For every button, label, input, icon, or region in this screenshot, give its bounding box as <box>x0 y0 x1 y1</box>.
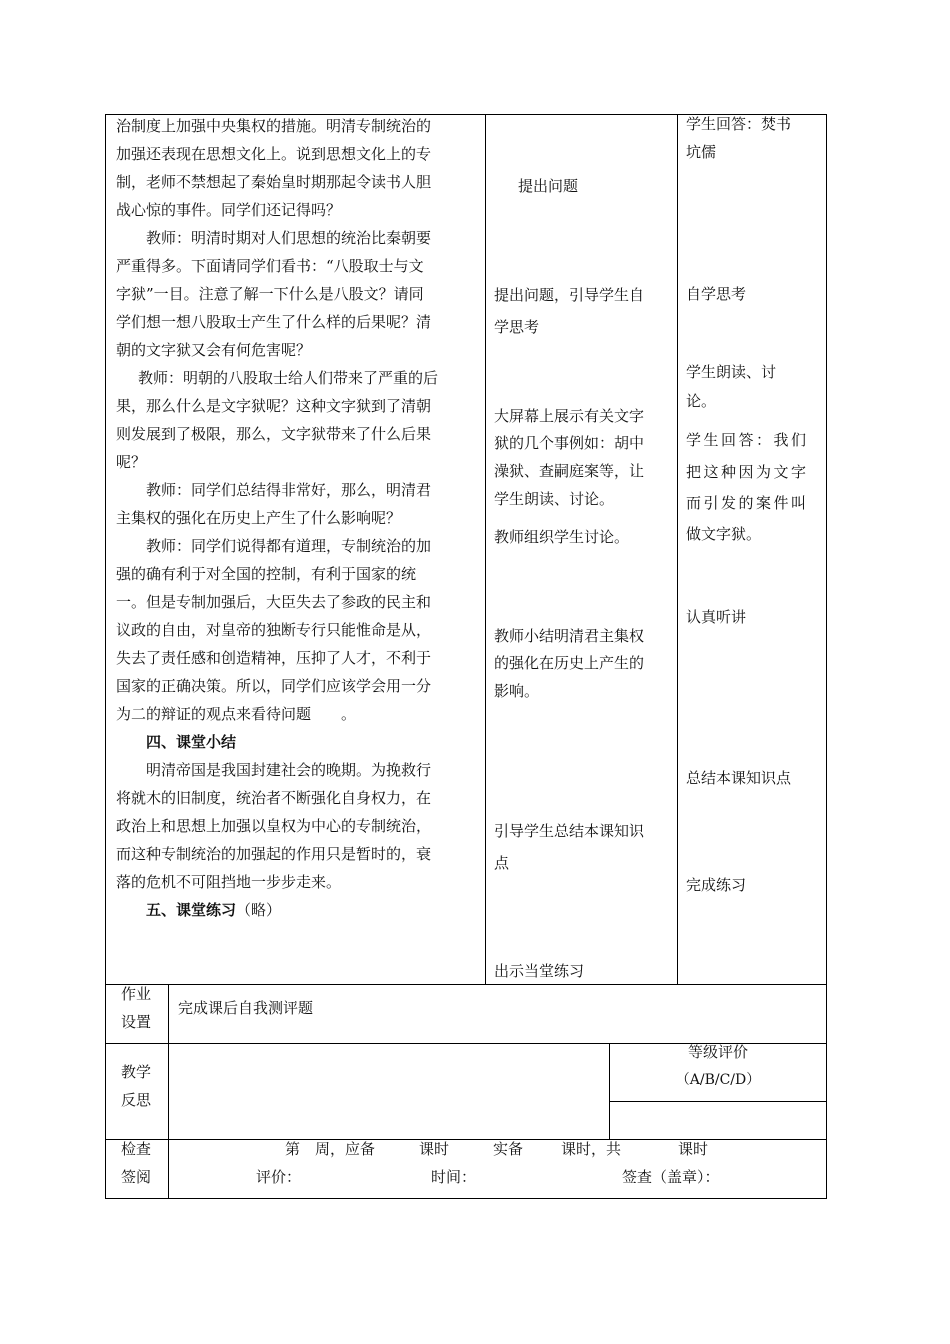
row-divider-homework <box>105 984 827 985</box>
student-activity-3a: 学生朗读、讨 <box>686 363 777 381</box>
homework-label-1: 作业 <box>121 985 152 1003</box>
teacher-activity-3a: 大屏幕上展示有关文字 <box>494 407 645 425</box>
process-line: 失去了责任感和创造精神，压抑了人才，不利于 <box>116 649 432 667</box>
teacher-activity-6b: 点 <box>494 854 510 872</box>
grade-cell-divider <box>609 1101 827 1102</box>
row-divider-check <box>105 1139 827 1140</box>
check-hours-1: 课时 <box>419 1140 450 1158</box>
process-line: 教师：明清时期对人们思想的统治比秦朝要 <box>146 229 432 247</box>
section-heading-summary: 四、课堂小结 <box>146 733 237 751</box>
check-hours-3: 课时 <box>678 1140 709 1158</box>
teacher-activity-1: 提出问题 <box>518 177 579 195</box>
check-evaluation: 评价： <box>256 1168 302 1186</box>
student-activity-4d: 做文字狱。 <box>686 525 762 543</box>
check-hours-2: 课时，共 <box>561 1140 622 1158</box>
lesson-process-text <box>116 112 476 924</box>
process-line: 主集权的强化在历史上产生了什么影响呢？ <box>116 509 402 527</box>
process-line: 加强还表现在思想文化上。说到思想文化上的专 <box>116 145 432 163</box>
process-line: 朝的文字狱又会有何危害呢？ <box>116 341 312 359</box>
grade-label: 等级评价 <box>687 1043 748 1061</box>
column-divider-2 <box>677 114 678 985</box>
teacher-activity-5a: 教师小结明清君主集权 <box>494 627 645 645</box>
process-line: 国家的正确决策。所以，同学们应该学会用一分 <box>116 677 432 695</box>
process-line: 明清帝国是我国封建社会的晚期。为挽救行 <box>146 761 432 779</box>
student-activity-7: 完成练习 <box>686 876 747 894</box>
student-activity-3b: 论。 <box>686 392 717 410</box>
check-signature: 签查（盖章）： <box>622 1168 720 1186</box>
process-line: 治制度上加强中央集权的措施。明清专制统治的 <box>116 117 432 135</box>
teacher-activity-3d: 学生朗读、讨论。 <box>494 490 615 508</box>
process-line: 落的危机不可阻挡地一步步走来。 <box>116 873 342 891</box>
student-activity-2: 自学思考 <box>686 285 747 303</box>
student-activity-6: 总结本课知识点 <box>686 769 792 787</box>
student-activity-5: 认真听讲 <box>686 608 747 626</box>
teacher-activity-6a: 引导学生总结本课知识 <box>494 822 645 840</box>
exercise-omitted-note: （略） <box>236 901 282 919</box>
process-line: 则发展到了极限，那么，文字狱带来了什么后果 <box>116 425 432 443</box>
student-activity-1b: 坑儒 <box>686 143 717 161</box>
column-divider-1 <box>485 114 486 985</box>
table-bottom-border <box>105 1198 827 1199</box>
teacher-activity-3b: 狱的几个事例如：胡中 <box>494 434 645 452</box>
process-line: 字狱”一目。注意了解一下什么是八股文？请同 <box>116 285 424 303</box>
teacher-activity-5c: 影响。 <box>494 682 540 700</box>
teacher-activity-2a: 提出问题，引导学生自 <box>494 286 645 304</box>
process-line: 战心惊的事件。同学们还记得吗？ <box>116 201 342 219</box>
process-line: 为二的辩证的观点来看待问题 。 <box>116 705 357 723</box>
check-time: 时间： <box>431 1168 477 1186</box>
student-activity-4a: 学生回答：我们 <box>686 431 809 449</box>
reflection-label-1: 教学 <box>121 1063 152 1081</box>
process-line: 议政的自由，对皇帝的独断专行只能惟命是从， <box>116 621 432 639</box>
process-line: 而这种专制统治的加强起的作用只是暂时的，衰 <box>116 845 432 863</box>
check-week: 第 周，应备 <box>285 1140 376 1158</box>
homework-label-2: 设置 <box>121 1013 152 1031</box>
reflection-label-2: 反思 <box>121 1091 152 1109</box>
table-left-border <box>105 114 106 1199</box>
section-heading-exercise-line <box>116 896 476 924</box>
process-line: 教师：明朝的八股取士给人们带来了严重的后 <box>138 369 439 387</box>
teacher-activity-5b: 的强化在历史上产生的 <box>494 654 645 672</box>
process-line: 果，那么什么是文字狱呢？这种文字狱到了清朝 <box>116 397 432 415</box>
process-line: 制，老师不禁想起了秦始皇时期那起令读书人胆 <box>116 173 432 191</box>
process-line: 强的确有利于对全国的控制，有利于国家的统 <box>116 565 417 583</box>
student-activity-1a: 学生回答：焚书 <box>686 115 792 133</box>
check-label-1: 检查 <box>121 1140 152 1158</box>
process-line: 教师：同学们总结得非常好，那么，明清君 <box>146 481 432 499</box>
student-activity-4b: 把这种因为文字 <box>686 463 809 481</box>
process-line: 一。但是专制加强后，大臣失去了参政的民主和 <box>116 593 432 611</box>
process-line: 将就木的旧制度，统治者不断强化自身权力，在 <box>116 789 432 807</box>
student-activity-4c: 而引发的案件叫 <box>686 494 809 512</box>
grade-options: （A/B/C/D） <box>675 1072 761 1088</box>
table-right-border <box>826 114 827 1199</box>
teacher-activity-3c: 澡狱、查嗣庭案等，让 <box>494 462 645 480</box>
process-line: 教师：同学们说得都有道理，专制统治的加 <box>146 537 432 555</box>
teacher-activity-4: 教师组织学生讨论。 <box>494 528 630 546</box>
check-label-2: 签阅 <box>121 1168 152 1186</box>
label-column-divider <box>168 984 169 1199</box>
process-line: 政治上和思想上加强以皇权为中心的专制统治， <box>116 817 432 835</box>
check-actual: 实备 <box>493 1140 524 1158</box>
homework-content: 完成课后自我测评题 <box>178 999 314 1017</box>
process-line: 学们想一想八股取士产生了什么样的后果呢？清 <box>116 313 432 331</box>
process-line: 呢？ <box>116 453 147 471</box>
section-heading-exercise: 五、课堂练习 <box>146 901 237 919</box>
process-line: 严重得多。下面请同学们看书：“八股取士与文 <box>116 257 424 275</box>
teacher-activity-2b: 学思考 <box>494 318 540 336</box>
teacher-activity-7: 出示当堂练习 <box>494 962 585 980</box>
